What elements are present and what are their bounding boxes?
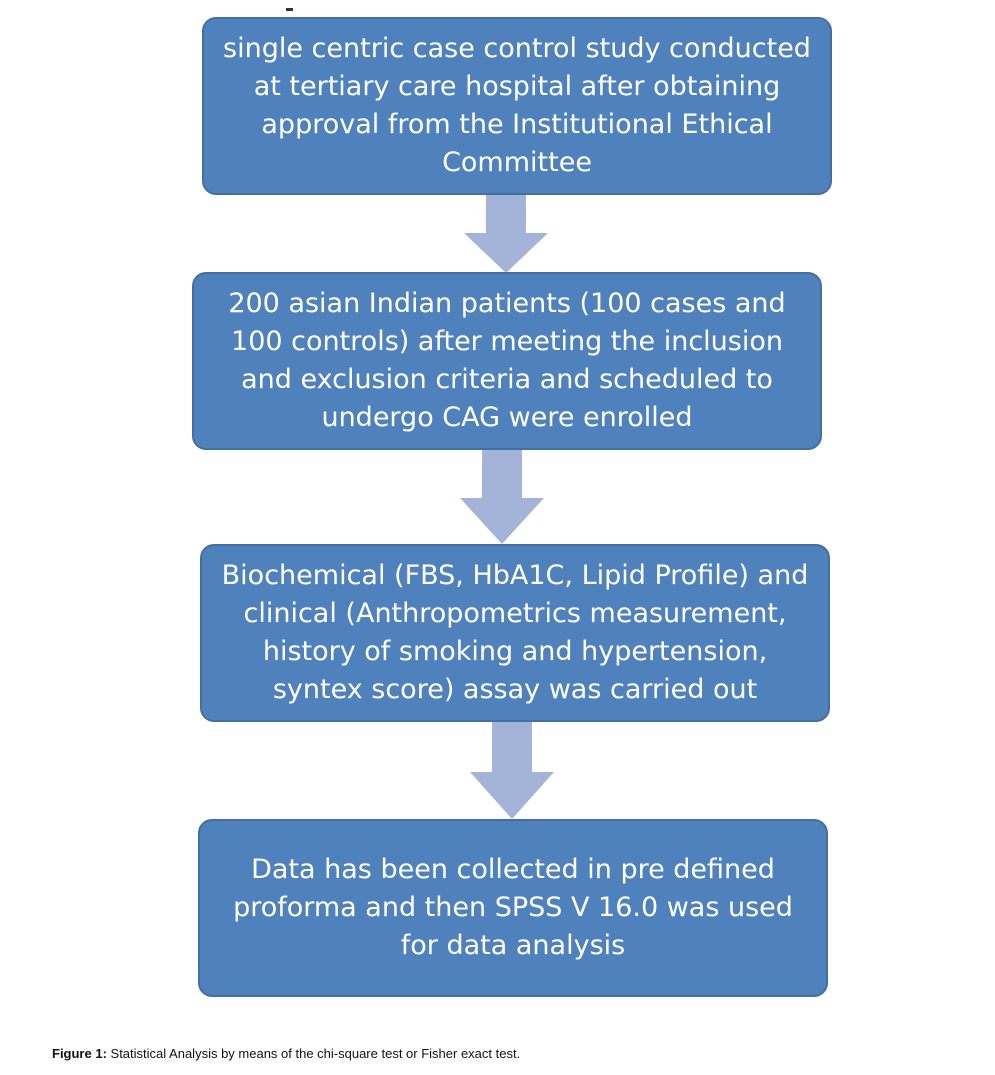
flow-step-3 [200, 544, 830, 722]
flow-step-2 [192, 272, 822, 450]
down-arrow-2-icon [460, 450, 544, 544]
flow-step-2-text: 200 asian Indian patients (100 cases and 100 controls) after meeting the inclusion and exclusion criteria and scheduled to undergo CAG were enrolled [228, 288, 786, 433]
figure-caption [52, 1046, 520, 1061]
flow-step-4 [198, 819, 828, 997]
flow-step-1 [202, 17, 832, 195]
down-arrow-1-icon [464, 195, 548, 273]
flow-step-4-text: Data has been collected in pre defined proforma and then SPSS V 16.0 was used for data analysis [233, 854, 793, 961]
figure-caption-label: Figure 1: [52, 1046, 107, 1061]
flow-step-1-text: single centric case control study conducted at tertiary care hospital after obtaining approval from the Institutional Ethical Committee [223, 33, 811, 178]
flow-step-3-text: Biochemical (FBS, HbA1C, Lipid Profile) and clinical (Anthropometrics measurement, history of smoking and hypertension, syntex score) assay was carried out [221, 560, 809, 705]
stray-mark [286, 8, 293, 11]
figure-caption-text: Statistical Analysis by means of the chi-square test or Fisher exact test. [106, 1046, 521, 1061]
down-arrow-3-icon [470, 722, 554, 819]
